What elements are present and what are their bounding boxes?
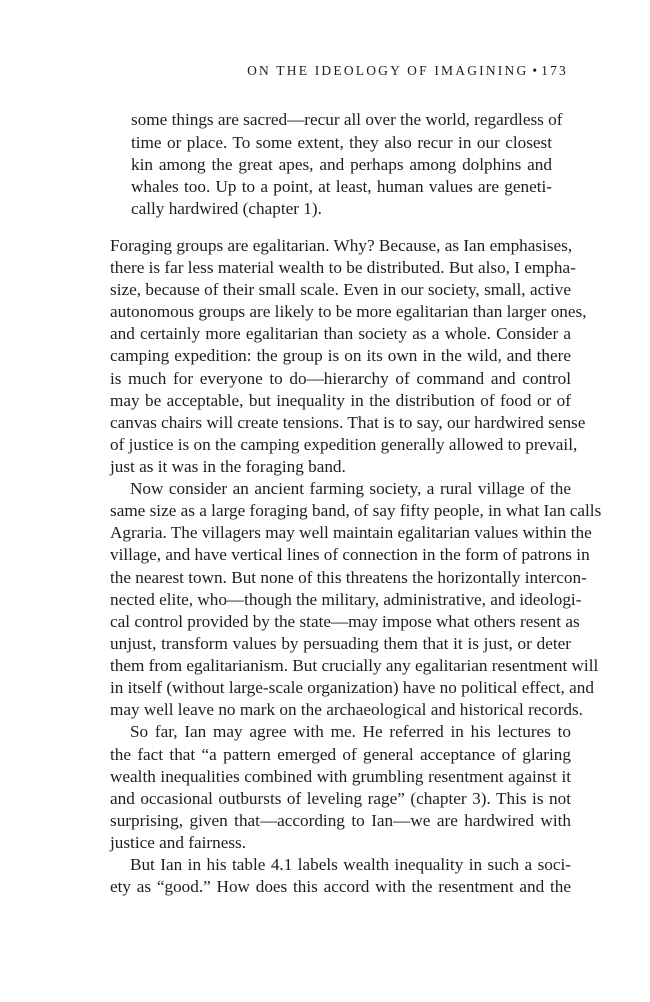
body-line: wealth inequalities combined with grumbling resentment against it bbox=[110, 767, 571, 786]
body-line: camping expedition: the group is on its own in the wild, and there bbox=[110, 346, 571, 365]
body-line: surprising, given that—according to Ian—we are hardwired with bbox=[110, 811, 571, 830]
body-line: So far, Ian may agree with me. He referred in his lectures to bbox=[130, 722, 571, 741]
body-line: them from egalitarianism. But crucially any egalitarian resentment will bbox=[110, 656, 599, 675]
body-line: is much for everyone to do—hierarchy of command and control bbox=[110, 369, 571, 388]
quote-line: whales too. Up to a point, at least, human values are geneti- bbox=[131, 177, 552, 196]
body-line: just as it was in the foraging band. bbox=[110, 457, 346, 476]
body-line: Foraging groups are egalitarian. Why? Because, as Ian emphasises, bbox=[110, 236, 573, 255]
body-line: the fact that “a pattern emerged of general acceptance of glaring bbox=[110, 745, 571, 764]
running-head-title: ON THE IDEOLOGY OF IMAGINING bbox=[247, 63, 529, 78]
body-line: and certainly more egalitarian than society as a whole. Consider a bbox=[110, 324, 571, 343]
quote-line: time or place. To some extent, they also recur in our closest bbox=[131, 133, 552, 152]
body-line: same size as a large foraging band, of say fifty people, in what Ian calls bbox=[110, 501, 602, 520]
body-line: may well leave no mark on the archaeological and historical records. bbox=[110, 700, 583, 719]
body-line: cal control provided by the state—may impose what others resent as bbox=[110, 612, 580, 631]
body-line: nected elite, who—though the military, administrative, and ideologi- bbox=[110, 590, 582, 609]
body-line: and occasional outbursts of leveling rage” (chapter 3). This is not bbox=[110, 789, 571, 808]
quote-line: cally hardwired (chapter 1). bbox=[131, 199, 322, 218]
body-line: the nearest town. But none of this threatens the horizontally intercon- bbox=[110, 568, 587, 587]
body-line: autonomous groups are likely to be more egalitarian than larger ones, bbox=[110, 302, 587, 321]
body-line: ety as “good.” How does this accord with the resentment and the bbox=[110, 877, 571, 896]
body-line: size, because of their small scale. Even in our society, small, active bbox=[110, 280, 571, 299]
quote-line: kin among the great apes, and perhaps among dolphins and bbox=[131, 155, 552, 174]
running-head-separator: • bbox=[532, 63, 538, 78]
body-line: village, and have vertical lines of connection in the form of patrons in bbox=[110, 545, 590, 564]
body-line: canvas chairs will create tensions. That is to say, our hardwired sense bbox=[110, 413, 586, 432]
body-line: Now consider an ancient farming society, a rural village of the bbox=[130, 479, 571, 498]
body-line: may be acceptable, but inequality in the distribution of food or of bbox=[110, 391, 571, 410]
body-line: unjust, transform values by persuading them that it is just, or deter bbox=[110, 634, 571, 653]
body-line: Agraria. The villagers may well maintain egalitarian values within the bbox=[110, 523, 592, 542]
body-line: in itself (without large-scale organization) have no political effect, and bbox=[110, 678, 594, 697]
body-line: of justice is on the camping expedition generally allowed to prevail, bbox=[110, 435, 578, 454]
body-line: But Ian in his table 4.1 labels wealth inequality in such a soci- bbox=[130, 855, 571, 874]
body-line: there is far less material wealth to be distributed. But also, I empha- bbox=[110, 258, 576, 277]
page-number: 173 bbox=[541, 63, 568, 78]
quote-line: some things are sacred—recur all over the world, regardless of bbox=[131, 110, 563, 129]
running-head bbox=[247, 63, 568, 79]
body-line: justice and fairness. bbox=[110, 833, 247, 852]
